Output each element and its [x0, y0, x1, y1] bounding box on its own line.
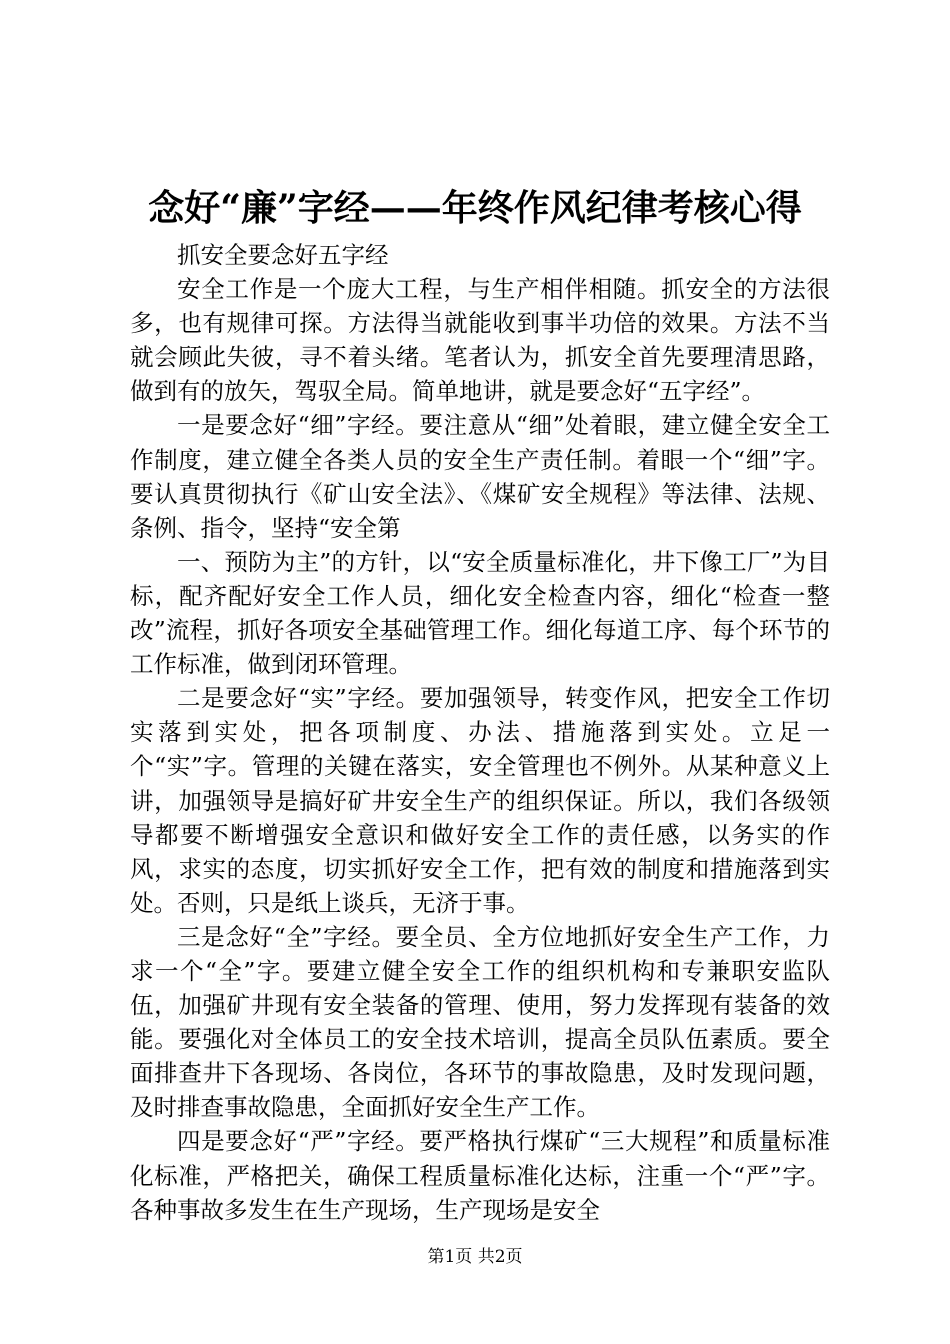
paragraph-point-two: 二是要念好“实”字经。要加强领导，转变作风，把安全工作切实落到实处，把各项制度、办法、措施落到实处。立足一个“实”字。管理的关键在落实，安全管理也不例外。从某种意义上讲，加强领导是搞好矿井安全生产的组织保证。所以，我们各级领导都要不断增强安全意识和做好安全工作的责任感，以务实的作风，求实的态度，切实抓好安全工作，把有效的制度和措施落到实处。否则，只是纸上谈兵，无济于事。	[130, 684, 830, 917]
paragraph-point-one: 一是要念好“细”字经。要注意从“细”处着眼，建立健全安全工作制度，建立健全各类人员的安全生产责任制。着眼一个“细”字。要认真贯彻执行《矿山安全法》、《煤矿安全规程》等法律、法规、条例、指令，坚持“安全第	[130, 411, 830, 542]
document-body	[130, 238, 830, 1227]
paragraph-point-three: 三是念好“全”字经。要全员、全方位地抓好安全生产工作，力求一个“全”字。要建立健全安全工作的组织机构和专兼职安监队伍，加强矿井现有安全装备的管理、使用，努力发挥现有装备的效能。要强化对全体员工的安全技术培训，提高全员队伍素质。要全面排查井下各现场、各岗位，各环节的事故隐患，及时发现问题，及时排查事故隐患，全面抓好安全生产工作。	[130, 922, 830, 1122]
paragraph-point-four: 四是要念好“严”字经。要严格执行煤矿“三大规程”和质量标准化标准，严格把关，确保工程质量标准化达标，注重一个“严”字。各种事故多发生在生产现场，生产现场是安全	[130, 1127, 830, 1224]
page-footer: 第1页 共2页	[427, 1247, 523, 1267]
paragraph-point-one-continued: 一、预防为主”的方针，以“安全质量标准化，井下像工厂”为目标，配齐配好安全工作人员，细化安全检查内容，细化“检查一整改”流程，抓好各项安全基础管理工作。细化每道工序、每个环节的工作标准，做到闭环管理。	[130, 547, 830, 679]
paragraph-subtitle: 抓安全要念好五字经	[177, 241, 389, 269]
document-title: 念好“廉”字经——年终作风纪律考核心得	[148, 187, 802, 229]
paragraph-intro: 安全工作是一个庞大工程，与生产相伴相随。抓安全的方法很多，也有规律可探。方法得当就能收到事半功倍的效果。方法不当就会顾此失彼，寻不着头绪。笔者认为，抓安全首先要理清思路，做到有的放矢，驾驭全局。简单地讲，就是要念好“五字经”。	[130, 275, 830, 406]
